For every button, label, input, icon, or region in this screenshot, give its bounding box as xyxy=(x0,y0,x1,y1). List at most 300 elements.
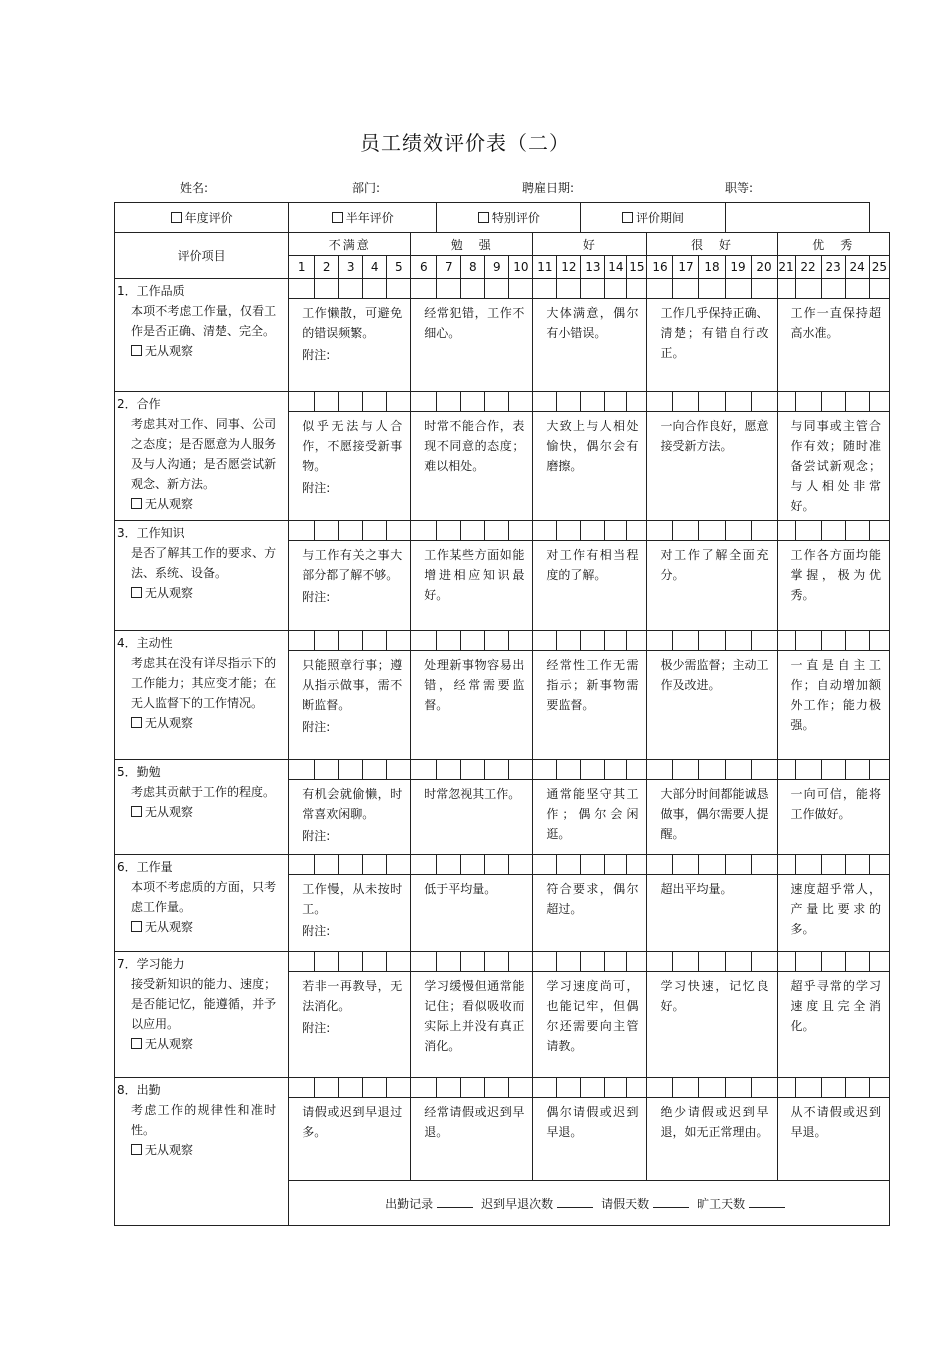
score-cell[interactable] xyxy=(725,1078,751,1098)
item-score-row xyxy=(115,631,890,651)
score-cell[interactable] xyxy=(725,952,751,972)
score-cell[interactable] xyxy=(627,760,647,780)
score-number: 19 xyxy=(725,256,751,279)
level-description-text: 学习缓慢但通常能记住；看似吸收而实际上并没有真正消化。 xyxy=(424,979,525,1053)
level-description xyxy=(777,875,889,952)
score-cell[interactable] xyxy=(581,952,605,972)
no-observation-option[interactable] xyxy=(117,917,286,937)
score-cell[interactable] xyxy=(509,392,533,412)
score-cell[interactable] xyxy=(699,279,725,299)
late-count-field[interactable] xyxy=(557,1197,593,1208)
score-cell[interactable] xyxy=(289,521,315,541)
score-number: 12 xyxy=(557,256,581,279)
score-cell[interactable] xyxy=(437,855,461,875)
score-cell[interactable] xyxy=(533,760,557,780)
score-cell[interactable] xyxy=(437,392,461,412)
score-number: 20 xyxy=(751,256,777,279)
level-description-text: 绝少请假或迟到早退，如无正常理由。 xyxy=(660,1105,769,1139)
item-title: 6．工作量 xyxy=(117,860,173,874)
no-observation-label: 无从观察 xyxy=(145,1143,194,1157)
score-cell[interactable] xyxy=(795,1078,821,1098)
score-cell[interactable] xyxy=(315,631,339,651)
score-cell[interactable] xyxy=(509,279,533,299)
score-cell[interactable] xyxy=(411,392,437,412)
score-cell[interactable] xyxy=(461,521,485,541)
level-description-text: 大致上与人相处愉快，偶尔会有磨擦。 xyxy=(546,419,639,473)
score-cell[interactable] xyxy=(387,521,411,541)
score-cell[interactable] xyxy=(363,631,387,651)
score-cell[interactable] xyxy=(363,760,387,780)
score-cell[interactable] xyxy=(289,855,315,875)
score-cell[interactable] xyxy=(557,1078,581,1098)
score-cell[interactable] xyxy=(557,760,581,780)
score-cell[interactable] xyxy=(777,855,795,875)
score-cell[interactable] xyxy=(557,855,581,875)
score-cell[interactable] xyxy=(627,392,647,412)
score-number: 15 xyxy=(627,256,647,279)
score-cell[interactable] xyxy=(581,631,605,651)
score-cell[interactable] xyxy=(869,521,889,541)
score-cell[interactable] xyxy=(845,392,869,412)
score-cell[interactable] xyxy=(315,855,339,875)
score-cell[interactable] xyxy=(411,760,437,780)
level-description xyxy=(411,875,533,952)
score-cell[interactable] xyxy=(845,855,869,875)
score-cell[interactable] xyxy=(777,1078,795,1098)
level-description xyxy=(289,651,411,760)
level-description-text: 对工作了解全面充分。 xyxy=(660,548,769,582)
score-cell[interactable] xyxy=(387,1078,411,1098)
score-cell[interactable] xyxy=(533,952,557,972)
score-cell[interactable] xyxy=(777,631,795,651)
score-cell[interactable] xyxy=(647,952,673,972)
score-cell[interactable] xyxy=(411,1078,437,1098)
score-cell[interactable] xyxy=(411,521,437,541)
score-cell[interactable] xyxy=(315,952,339,972)
score-cell[interactable] xyxy=(605,631,627,651)
score-cell[interactable] xyxy=(699,760,725,780)
score-cell[interactable] xyxy=(627,952,647,972)
attendance-record-field[interactable] xyxy=(437,1197,473,1208)
score-cell[interactable] xyxy=(387,631,411,651)
score-cell[interactable] xyxy=(777,392,795,412)
score-cell[interactable] xyxy=(673,279,699,299)
score-cell[interactable] xyxy=(869,279,889,299)
score-cell[interactable] xyxy=(461,952,485,972)
score-number: 9 xyxy=(485,256,509,279)
level-description xyxy=(647,875,777,952)
score-cell[interactable] xyxy=(795,952,821,972)
score-cell[interactable] xyxy=(581,855,605,875)
score-cell[interactable] xyxy=(411,631,437,651)
score-cell[interactable] xyxy=(725,631,751,651)
no-observation-option[interactable] xyxy=(117,1034,286,1054)
checkbox-icon xyxy=(622,212,633,223)
level-description-text: 经常请假或迟到早退。 xyxy=(424,1105,525,1139)
score-cell[interactable] xyxy=(363,952,387,972)
score-cell[interactable] xyxy=(339,279,363,299)
checkbox-icon xyxy=(131,498,142,509)
score-cell[interactable] xyxy=(581,521,605,541)
score-cell[interactable] xyxy=(777,760,795,780)
score-cell[interactable] xyxy=(557,521,581,541)
checkbox-icon xyxy=(332,212,343,223)
score-cell[interactable] xyxy=(725,521,751,541)
no-observation-option[interactable] xyxy=(117,341,286,361)
score-cell[interactable] xyxy=(699,855,725,875)
score-cell[interactable] xyxy=(605,521,627,541)
score-cell[interactable] xyxy=(387,279,411,299)
score-cell[interactable] xyxy=(821,855,845,875)
score-cell[interactable] xyxy=(533,1078,557,1098)
score-cell[interactable] xyxy=(339,952,363,972)
attendance-record-label: 出勤记录 xyxy=(385,1196,434,1211)
score-cell[interactable] xyxy=(777,279,795,299)
score-number: 10 xyxy=(509,256,533,279)
score-cell[interactable] xyxy=(845,279,869,299)
score-cell[interactable] xyxy=(821,521,845,541)
score-cell[interactable] xyxy=(845,521,869,541)
type-annual[interactable]: 年度评价 xyxy=(115,203,289,233)
level-description-text: 大部分时间都能诚恳做事，偶尔需要人提醒。 xyxy=(660,787,769,841)
score-cell[interactable] xyxy=(751,855,777,875)
period-value-cell[interactable] xyxy=(725,203,869,233)
checkbox-icon xyxy=(131,921,142,932)
item-criteria xyxy=(115,760,289,855)
level-description-text: 超乎寻常的学习速度且完全消化。 xyxy=(790,979,881,1033)
score-cell[interactable] xyxy=(627,855,647,875)
score-cell[interactable] xyxy=(363,392,387,412)
score-cell[interactable] xyxy=(387,855,411,875)
score-cell[interactable] xyxy=(795,760,821,780)
score-cell[interactable] xyxy=(845,760,869,780)
score-cell[interactable] xyxy=(751,521,777,541)
level-description xyxy=(289,541,411,631)
score-cell[interactable] xyxy=(673,521,699,541)
level-description-text: 工作慢，从未按时工。 xyxy=(302,882,403,916)
score-cell[interactable] xyxy=(647,392,673,412)
item-title: 8．出勤 xyxy=(117,1083,161,1097)
level-description-text: 偶尔请假或迟到早退。 xyxy=(546,1105,639,1139)
score-cell[interactable] xyxy=(795,631,821,651)
score-cell[interactable] xyxy=(509,1078,533,1098)
score-cell[interactable] xyxy=(509,521,533,541)
score-cell[interactable] xyxy=(363,521,387,541)
item-score-row xyxy=(115,1078,890,1098)
score-number: 16 xyxy=(647,256,673,279)
score-cell[interactable] xyxy=(821,1078,845,1098)
score-cell[interactable] xyxy=(485,1078,509,1098)
score-cell[interactable] xyxy=(777,521,795,541)
score-cell[interactable] xyxy=(845,952,869,972)
score-cell[interactable] xyxy=(699,1078,725,1098)
score-cell[interactable] xyxy=(795,521,821,541)
level-description xyxy=(777,1098,889,1181)
score-cell[interactable] xyxy=(869,760,889,780)
level-header-row xyxy=(115,233,890,256)
score-cell[interactable] xyxy=(461,392,485,412)
no-observation-option[interactable] xyxy=(117,802,286,822)
item-description: 考虑其对工作、同事、公司之态度；是否愿意为人服务及与人沟通；是否愿尝试新观念、新方法。 xyxy=(131,417,277,491)
score-cell[interactable] xyxy=(605,279,627,299)
level-description-text: 对工作有相当程度的了解。 xyxy=(546,548,639,582)
item-title: 1．工作品质 xyxy=(117,284,185,298)
item-score-row xyxy=(115,279,890,299)
score-cell[interactable] xyxy=(411,279,437,299)
score-cell[interactable] xyxy=(339,1078,363,1098)
score-cell[interactable] xyxy=(673,631,699,651)
level-description-text: 处理新事物容易出错，经常需要监督。 xyxy=(424,658,525,712)
score-cell[interactable] xyxy=(869,1078,889,1098)
score-cell[interactable] xyxy=(411,855,437,875)
score-cell[interactable] xyxy=(795,392,821,412)
score-cell[interactable] xyxy=(725,760,751,780)
type-semiannual[interactable]: 半年评价 xyxy=(289,203,437,233)
score-cell[interactable] xyxy=(627,1078,647,1098)
item-score-row xyxy=(115,855,890,875)
score-cell[interactable] xyxy=(581,392,605,412)
score-cell[interactable] xyxy=(605,392,627,412)
score-cell[interactable] xyxy=(289,952,315,972)
score-cell[interactable] xyxy=(387,952,411,972)
score-cell[interactable] xyxy=(485,279,509,299)
score-cell[interactable] xyxy=(751,631,777,651)
score-cell[interactable] xyxy=(647,521,673,541)
score-cell[interactable] xyxy=(485,521,509,541)
score-cell[interactable] xyxy=(339,855,363,875)
checkbox-icon xyxy=(131,806,142,817)
score-number: 24 xyxy=(845,256,869,279)
level-description-text: 通常能坚守其工作；偶尔会闲逛。 xyxy=(546,787,639,841)
score-cell[interactable] xyxy=(751,952,777,972)
score-cell[interactable] xyxy=(315,760,339,780)
score-cell[interactable] xyxy=(437,521,461,541)
score-cell[interactable] xyxy=(339,521,363,541)
score-cell[interactable] xyxy=(605,1078,627,1098)
level-description xyxy=(289,299,411,392)
item-description: 考虑其贡献于工作的程度。 xyxy=(131,785,276,799)
score-cell[interactable] xyxy=(821,279,845,299)
score-cell[interactable] xyxy=(485,855,509,875)
note-label: 附注: xyxy=(302,348,331,362)
score-cell[interactable] xyxy=(627,631,647,651)
score-cell[interactable] xyxy=(869,392,889,412)
score-cell[interactable] xyxy=(725,392,751,412)
score-number: 3 xyxy=(339,256,363,279)
level-description xyxy=(533,1098,647,1181)
score-cell[interactable] xyxy=(339,392,363,412)
score-cell[interactable] xyxy=(699,521,725,541)
no-observation-label: 无从观察 xyxy=(145,805,194,819)
no-observation-label: 无从观察 xyxy=(145,586,194,600)
score-cell[interactable] xyxy=(821,952,845,972)
no-observation-label: 无从观察 xyxy=(145,1037,194,1051)
score-cell[interactable] xyxy=(509,631,533,651)
score-cell[interactable] xyxy=(751,392,777,412)
score-cell[interactable] xyxy=(461,279,485,299)
level-description xyxy=(777,541,889,631)
score-cell[interactable] xyxy=(557,631,581,651)
level-description xyxy=(777,972,889,1078)
score-cell[interactable] xyxy=(605,952,627,972)
score-cell[interactable] xyxy=(289,631,315,651)
score-cell[interactable] xyxy=(795,855,821,875)
score-cell[interactable] xyxy=(437,1078,461,1098)
score-cell[interactable] xyxy=(647,760,673,780)
score-cell[interactable] xyxy=(387,760,411,780)
score-cell[interactable] xyxy=(509,952,533,972)
score-cell[interactable] xyxy=(627,279,647,299)
checkbox-icon xyxy=(131,587,142,598)
score-cell[interactable] xyxy=(557,392,581,412)
level-description-text: 学习速度尚可，也能记牢，但偶尔还需要向主管请教。 xyxy=(546,979,639,1053)
score-cell[interactable] xyxy=(533,631,557,651)
score-cell[interactable] xyxy=(315,279,339,299)
level-description xyxy=(289,875,411,952)
level-description-text: 从不请假或迟到早退。 xyxy=(790,1105,881,1139)
score-cell[interactable] xyxy=(437,952,461,972)
score-cell[interactable] xyxy=(289,1078,315,1098)
score-cell[interactable] xyxy=(581,1078,605,1098)
score-cell[interactable] xyxy=(673,1078,699,1098)
score-cell[interactable] xyxy=(699,392,725,412)
score-cell[interactable] xyxy=(289,392,315,412)
score-cell[interactable] xyxy=(751,1078,777,1098)
score-cell[interactable] xyxy=(869,855,889,875)
score-cell[interactable] xyxy=(751,279,777,299)
score-cell[interactable] xyxy=(605,760,627,780)
eval-type-row xyxy=(115,203,890,233)
note-label: 附注: xyxy=(302,481,331,495)
score-number: 7 xyxy=(437,256,461,279)
score-cell[interactable] xyxy=(557,279,581,299)
score-cell[interactable] xyxy=(821,631,845,651)
level-description xyxy=(647,780,777,855)
score-cell[interactable] xyxy=(777,952,795,972)
level-description-text: 与同事或主管合作有效；随时准备尝试新观念；与人相处非常好。 xyxy=(790,419,881,513)
leave-days-field[interactable] xyxy=(653,1197,689,1208)
level-description-text: 与工作有关之事大部分都了解不够。 xyxy=(302,548,403,582)
level-description xyxy=(289,972,411,1078)
score-cell[interactable] xyxy=(557,952,581,972)
score-cell[interactable] xyxy=(673,392,699,412)
score-cell[interactable] xyxy=(411,952,437,972)
score-cell[interactable] xyxy=(673,952,699,972)
absent-days-field[interactable] xyxy=(749,1197,785,1208)
score-cell[interactable] xyxy=(461,631,485,651)
note-label: 附注: xyxy=(302,1021,331,1035)
score-cell[interactable] xyxy=(485,760,509,780)
score-cell[interactable] xyxy=(315,1078,339,1098)
score-cell[interactable] xyxy=(751,760,777,780)
score-cell[interactable] xyxy=(387,392,411,412)
level-description xyxy=(777,780,889,855)
score-cell[interactable] xyxy=(605,855,627,875)
score-cell[interactable] xyxy=(509,855,533,875)
level-description xyxy=(647,651,777,760)
score-cell[interactable] xyxy=(627,521,647,541)
score-cell[interactable] xyxy=(315,392,339,412)
score-cell[interactable] xyxy=(437,279,461,299)
score-cell[interactable] xyxy=(699,952,725,972)
type-special[interactable]: 特别评价 xyxy=(437,203,581,233)
absent-days-label: 旷工天数 xyxy=(697,1196,746,1211)
score-cell[interactable] xyxy=(647,855,673,875)
score-cell[interactable] xyxy=(533,279,557,299)
score-cell[interactable] xyxy=(581,279,605,299)
score-cell[interactable] xyxy=(315,521,339,541)
level-description xyxy=(411,541,533,631)
score-cell[interactable] xyxy=(647,1078,673,1098)
score-cell[interactable] xyxy=(289,760,315,780)
score-cell[interactable] xyxy=(647,631,673,651)
no-observation-option[interactable] xyxy=(117,1140,286,1160)
hire-date-label: 聘雇日期: xyxy=(522,181,575,195)
level-description xyxy=(533,541,647,631)
score-cell[interactable] xyxy=(437,631,461,651)
no-observation-label: 无从观察 xyxy=(145,344,194,358)
score-cell[interactable] xyxy=(869,631,889,651)
score-number: 4 xyxy=(363,256,387,279)
score-cell[interactable] xyxy=(485,952,509,972)
no-observation-option[interactable] xyxy=(117,583,286,603)
score-cell[interactable] xyxy=(461,760,485,780)
score-cell[interactable] xyxy=(647,279,673,299)
note-label: 附注: xyxy=(302,720,331,734)
score-cell[interactable] xyxy=(339,631,363,651)
level-description xyxy=(647,412,777,521)
score-cell[interactable] xyxy=(339,760,363,780)
type-period[interactable]: 评价期间 xyxy=(581,203,725,233)
score-cell[interactable] xyxy=(869,952,889,972)
score-cell[interactable] xyxy=(485,392,509,412)
level-description xyxy=(411,412,533,521)
level-description xyxy=(533,651,647,760)
score-cell[interactable] xyxy=(533,392,557,412)
score-cell[interactable] xyxy=(821,392,845,412)
checkbox-icon xyxy=(131,1144,142,1155)
no-observation-option[interactable] xyxy=(117,494,286,514)
level-description xyxy=(647,299,777,392)
score-cell[interactable] xyxy=(289,279,315,299)
score-cell[interactable] xyxy=(485,631,509,651)
score-cell[interactable] xyxy=(461,1078,485,1098)
score-cell[interactable] xyxy=(673,855,699,875)
score-cell[interactable] xyxy=(363,1078,387,1098)
score-cell[interactable] xyxy=(673,760,699,780)
item-score-row xyxy=(115,952,890,972)
score-cell[interactable] xyxy=(795,279,821,299)
score-cell[interactable] xyxy=(533,855,557,875)
score-cell[interactable] xyxy=(725,855,751,875)
score-cell[interactable] xyxy=(581,760,605,780)
score-cell[interactable] xyxy=(363,855,387,875)
item-description: 本项不考虑质的方面，只考虑工作量。 xyxy=(131,880,277,914)
score-cell[interactable] xyxy=(509,760,533,780)
score-cell[interactable] xyxy=(363,279,387,299)
score-cell[interactable] xyxy=(821,760,845,780)
no-observation-option[interactable] xyxy=(117,713,286,733)
score-cell[interactable] xyxy=(437,760,461,780)
score-cell[interactable] xyxy=(725,279,751,299)
score-cell[interactable] xyxy=(699,631,725,651)
score-cell[interactable] xyxy=(461,855,485,875)
score-cell[interactable] xyxy=(845,1078,869,1098)
level-good: 好 xyxy=(533,233,647,256)
checkbox-icon xyxy=(131,345,142,356)
score-cell[interactable] xyxy=(845,631,869,651)
score-cell[interactable] xyxy=(533,521,557,541)
